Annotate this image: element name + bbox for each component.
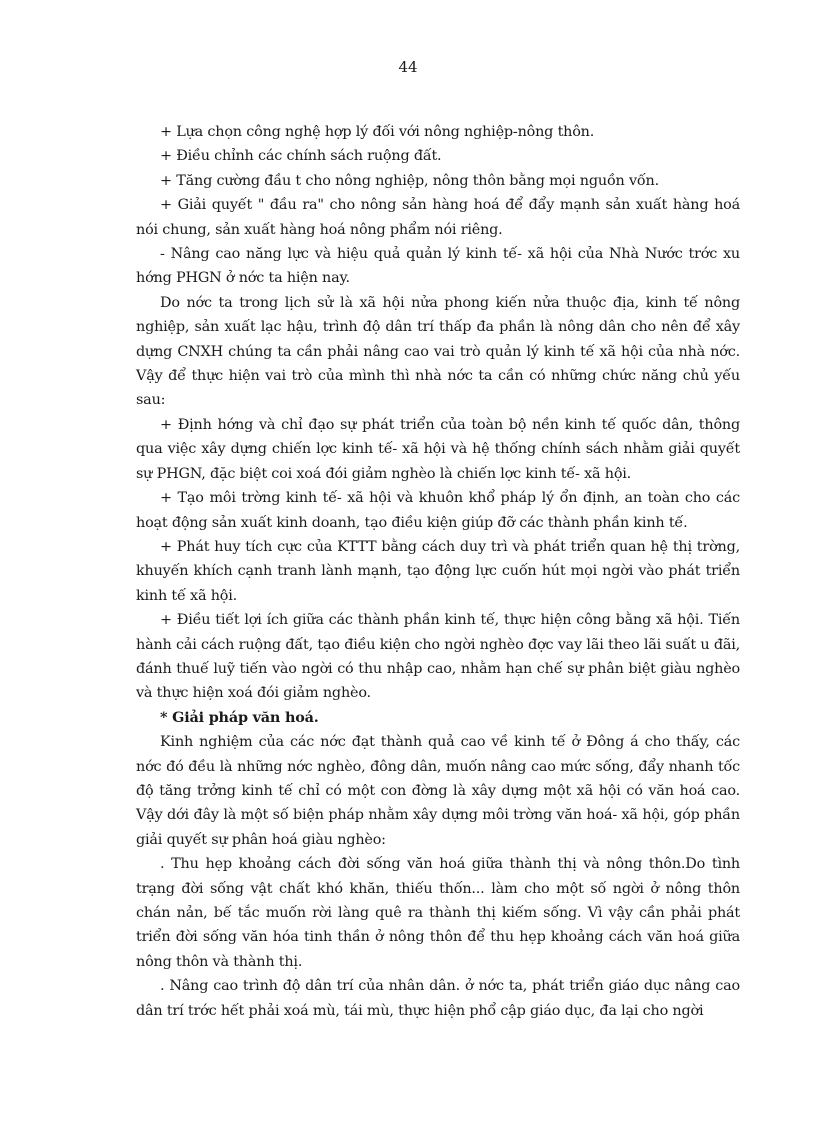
page-number: 44: [398, 58, 418, 76]
body-text: [136, 120, 740, 1023]
paragraph-investment: + Tăng cường đầu t cho nông nghiệp, nông thôn bằng mọi nguồn vốn.: [160, 172, 659, 189]
paragraph-land-policy: + Điều chỉnh các chính sách ruộng đất.: [160, 148, 442, 165]
paragraph-state-role: Do nớc ta trong lịch sử là xã hội nửa phong kiến nửa thuộc địa, kinh tế nông nghiệp, sản xuất lạc hậu, trình độ dân trí thấp đa phần là nông dân cho nên để xây dựng CNXH chúng ta cần phải nâng cao vai trò quản lý kinh tế xã hội của nhà nớc. Vậy để thực hiện vai trò của mình thì nhà nớc ta cần có những chức năng chủ yếu sau:: [136, 294, 740, 409]
paragraph-output-market: + Giải quyết " đầu ra" cho nông sản hàng hoá để đẩy mạnh sản xuất hàng hoá nói chung, sản xuất hàng hoá nông phẩm nói riêng.: [136, 197, 740, 238]
section-heading-culture: * Giải pháp văn hoá.: [160, 708, 319, 726]
paragraph-technology-choice: + Lựa chọn công nghệ hợp lý đối với nông nghiệp-nông thôn.: [160, 124, 595, 140]
paragraph-state-management: - Nâng cao năng lực và hiệu quả quản lý kinh tế- xã hội của Nhà Nước trớc xu hớng PHGN ở nớc ta hiện nay.: [136, 246, 740, 287]
paragraph-education: . Nâng cao trình độ dân trí của nhân dân. ở nớc ta, phát triển giáo dục nâng cao dân trí trớc hết phải xoá mù, tái mù, thực hiện phổ cập giáo dục, đa lại cho ngời: [136, 978, 740, 1019]
paragraph-orientation: + Định hớng và chỉ đạo sự phát triển của toàn bộ nền kinh tế quốc dân, thông qua việc xây dựng chiến lợc kinh tế- xã hội và hệ thống chính sách nhằm giải quyết sự PHGN, đặc biệt coi xoá đói giảm nghèo là chiến lợc kinh tế- xã hội.: [136, 416, 740, 482]
paragraph-urban-rural-gap: . Thu hẹp khoảng cách đời sống văn hoá giữa thành thị và nông thôn.Do tình trạng đời sống vật chất khó khăn, thiếu thốn... làm cho một số ngời ở nông thôn chán nản, bế tắc muốn rời làng quê ra thành thị kiếm sống. Vì vậy cần phải phát triển đời sống văn hóa tinh thần ở nông thôn để thu hẹp khoảng cách văn hoá giữa nông thôn và thành thị.: [136, 856, 740, 970]
paragraph-environment: + Tạo môi trờng kinh tế- xã hội và khuôn khổ pháp lý ổn định, an toàn cho các hoạt động sản xuất kinh doanh, tạo điều kiện giúp đỡ các thành phần kinh tế.: [136, 490, 740, 531]
paragraph-east-asia-experience: Kinh nghiệm của các nớc đạt thành quả cao về kinh tế ở Đông á cho thấy, các nớc đó đều là những nớc nghèo, đông dân, muốn nâng cao mức sống, đẩy nhanh tốc độ tăng trởng kinh tế chỉ có một con đờng là xây dựng một xã hội có văn hoá cao. Vậy dới đây là một số biện pháp nhằm xây dựng môi trờng văn hoá- xã hội, góp phần giải quyết sự phân hoá giàu nghèo:: [136, 734, 740, 848]
paragraph-market-economy: + Phát huy tích cực của KTTT bằng cách duy trì và phát triển quan hệ thị trờng, khuyến khích cạnh tranh lành mạnh, tạo động lực cuốn hút mọi ngời vào phát triển kinh tế xã hội.: [136, 538, 740, 604]
paragraph-regulation: + Điều tiết lợi ích giữa các thành phần kinh tế, thực hiện công bằng xã hội. Tiến hành cải cách ruộng đất, tạo điều kiện cho ngời nghèo đợc vay lãi theo lãi suất u đãi, đánh thuế luỹ tiến vào ngời có thu nhập cao, nhằm hạn chế sự phân biệt giàu nghèo và thực hiện xoá đói giảm nghèo.: [136, 612, 740, 702]
